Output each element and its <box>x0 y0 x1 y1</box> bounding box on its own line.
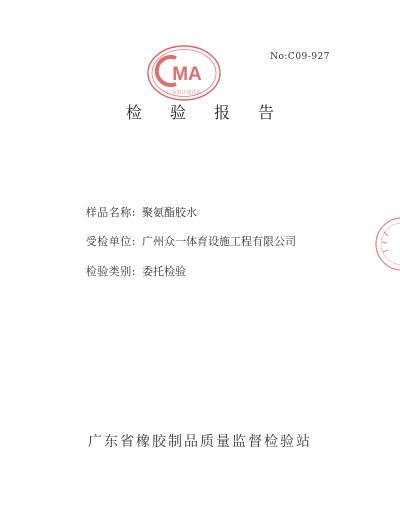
field-value: 委托检验 <box>142 265 186 278</box>
field-inspected-unit <box>84 233 296 249</box>
cma-seal-icon <box>146 44 222 102</box>
report-number: No:C09-927 <box>270 52 330 62</box>
field-label: 受检单位: <box>85 235 136 248</box>
official-stamp-icon <box>374 214 400 274</box>
field-value: 广州众一体育设施工程有限公司 <box>142 235 296 248</box>
seal-letters: MA <box>172 64 202 85</box>
field-label: 样品名称: <box>85 206 136 219</box>
issuing-organization: 广东省橡胶制品质量监督检验站 <box>88 434 312 450</box>
field-value: 聚氨酯胶水 <box>142 206 197 219</box>
seal-subtext: 广东省计量认证 <box>166 90 202 96</box>
field-label: 检验类别: <box>85 265 136 278</box>
field-inspection-type <box>84 263 186 279</box>
field-sample-name <box>84 204 197 220</box>
page-title: 检验报告 <box>125 103 302 122</box>
